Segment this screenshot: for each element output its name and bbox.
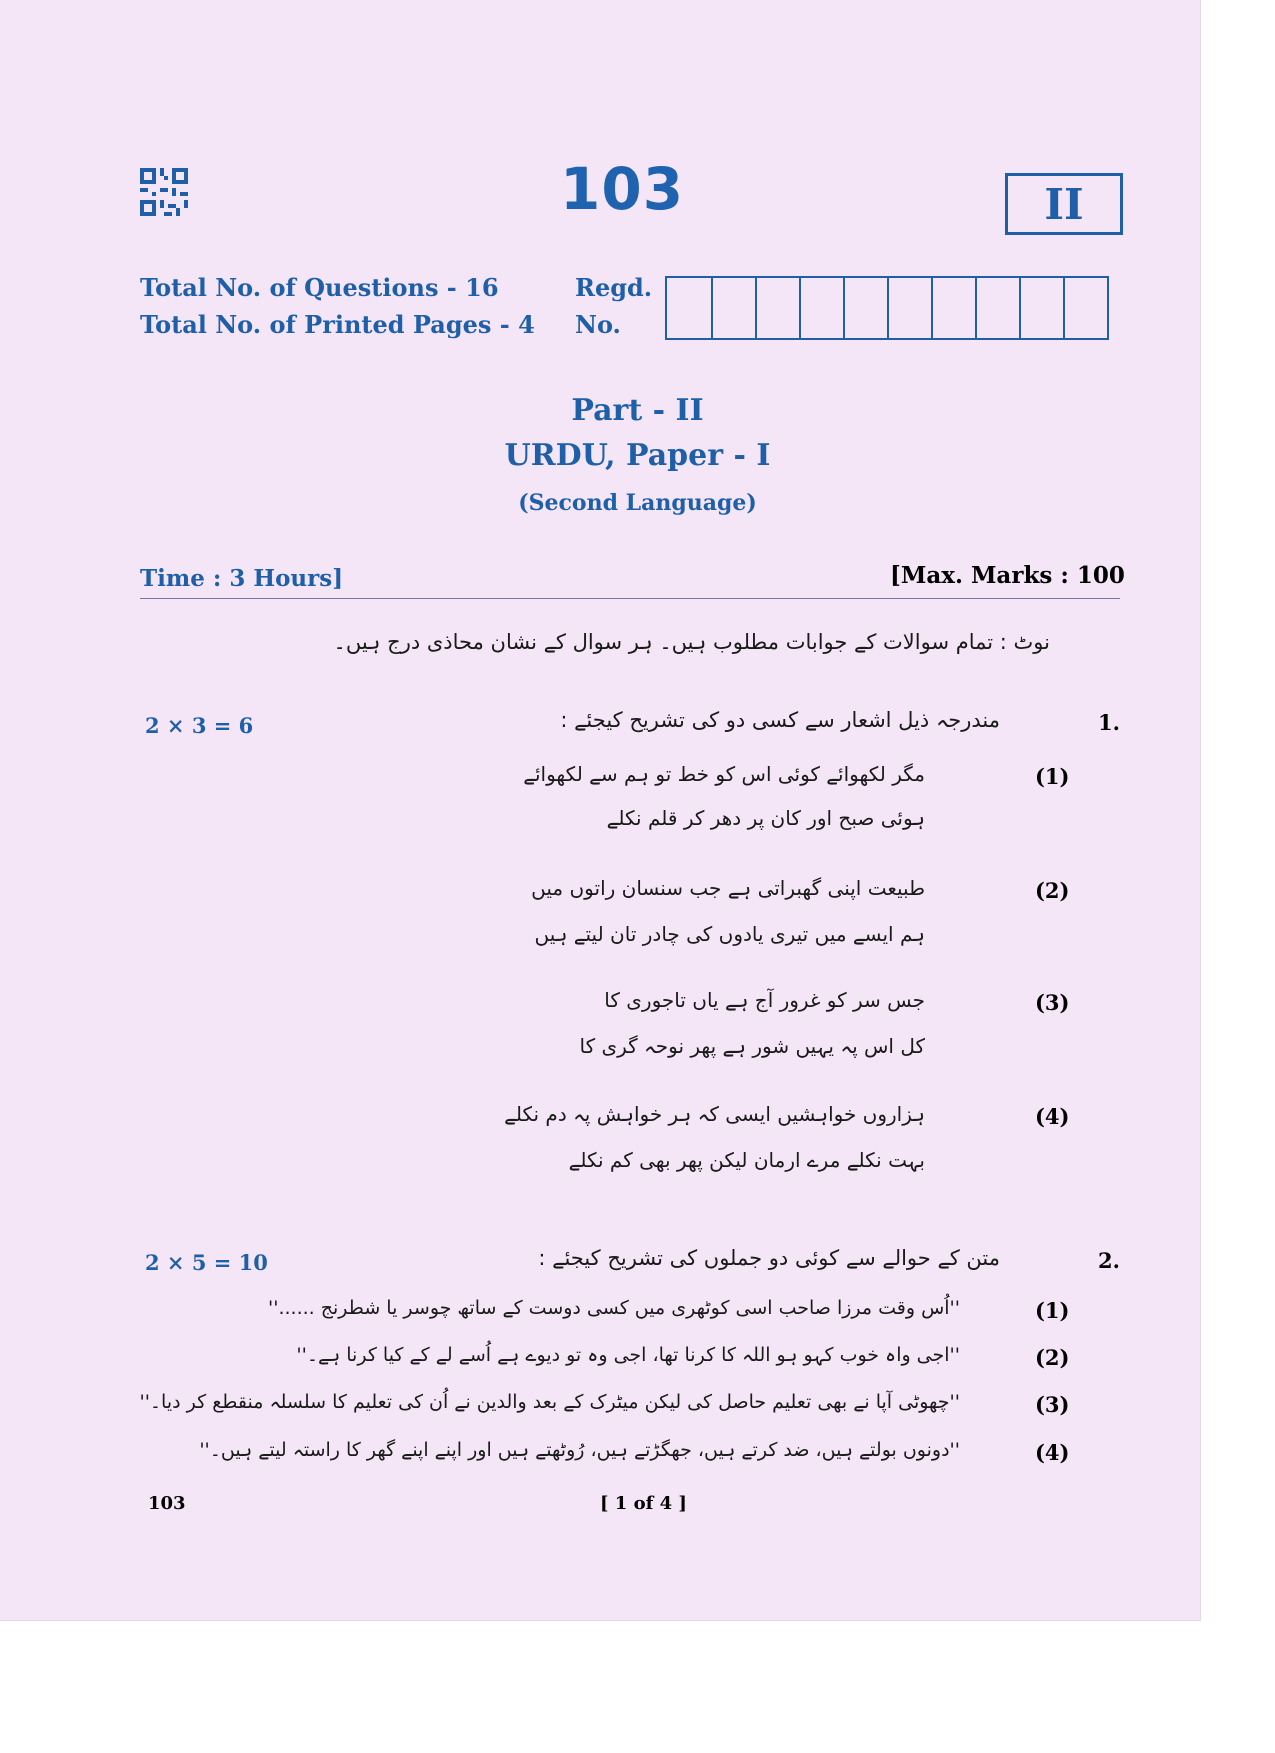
regd-digit-box xyxy=(931,278,975,338)
q2-sentence-4: ''دونوں بولتے ہیں، ضد کرتے ہیں، جھگڑتے ہیں، رُوٹھتے ہیں اور اپنے اپنے گھر کا راستہ لیتے ہیں۔'' xyxy=(199,1439,960,1461)
q1-marks: 2 × 3 = 6 xyxy=(145,713,254,738)
q1-couplet-2-line-1: طبیعت اپنی گھبراتی ہے جب سنسان راتوں میں xyxy=(531,876,925,900)
footer-paper-code: 103 xyxy=(148,1493,186,1514)
registration-number-boxes xyxy=(665,276,1109,340)
instructions-note: نوٹ : تمام سوالات کے جوابات مطلوب ہیں۔ ہر سوال کے نشان محاذی درج ہیں۔ xyxy=(333,630,1050,654)
q1-couplet-3-line-1: جس سر کو غرور آج ہے یاں تاجوری کا xyxy=(604,988,925,1012)
total-questions: Total No. of Questions - 16 xyxy=(140,273,499,302)
regd-digit-box xyxy=(887,278,931,338)
q1-couplet-1-line-2: ہوئی صبح اور کان پر دھر کر قلم نکلے xyxy=(606,806,925,830)
q1-couplet-4-line-2: بہت نکلے مرے ارمان لیکن پھر بھی کم نکلے xyxy=(568,1148,925,1172)
q2-sentence-1-number: (1) xyxy=(1035,1298,1070,1323)
q2-marks: 2 × 5 = 10 xyxy=(145,1250,268,1275)
q1-couplet-4-number: (4) xyxy=(1035,1104,1070,1129)
page-number: [ 1 of 4 ] xyxy=(600,1493,687,1514)
q2-sentence-3: ''چھوٹی آپا نے بھی تعلیم حاصل کی لیکن میٹرک کے بعد والدین نے اُن کی تعلیم کا سلسلہ منقطع کر دیا۔'' xyxy=(139,1391,960,1413)
q1-couplet-4-line-1: ہزاروں خواہشیں ایسی کہ ہر خواہش پہ دم نکلے xyxy=(504,1102,925,1126)
q1-couplet-1-number: (1) xyxy=(1035,764,1070,789)
regd-digit-box xyxy=(1019,278,1063,338)
q2-sentence-2: ''اجی واہ خوب کہو ہو اللہ کا کرنا تھا، اجی وہ تو دیوے ہے اُسے لے کے کیا کرنا ہے۔'' xyxy=(296,1344,960,1366)
part-heading: Part - II xyxy=(571,393,704,428)
q1-couplet-2-line-2: ہم ایسے میں تیری یادوں کی چادر تان لیتے ہیں xyxy=(534,922,925,946)
q1-couplet-3-number: (3) xyxy=(1035,990,1070,1015)
regd-digit-box xyxy=(755,278,799,338)
regd-digit-box xyxy=(711,278,755,338)
q2-sentence-1: ''اُس وقت مرزا صاحب اسی کوٹھری میں کسی دوست کے ساتھ چوسر یا شطرنج ......'' xyxy=(268,1297,960,1319)
q1-heading: مندرجہ ذیل اشعار سے کسی دو کی تشریح کیجئے : xyxy=(560,708,1000,732)
regd-digit-box xyxy=(843,278,887,338)
subject-heading: URDU, Paper - I xyxy=(504,438,771,473)
divider xyxy=(140,598,1120,599)
regd-no-label: No. xyxy=(575,310,621,339)
qr-code-icon xyxy=(140,168,188,216)
max-marks: [Max. Marks : 100 xyxy=(890,562,1125,589)
regd-digit-box xyxy=(975,278,1019,338)
total-printed-pages: Total No. of Printed Pages - 4 xyxy=(140,310,535,339)
q1-couplet-3-line-2: کل اس پہ یہیں شور ہے پھر نوحہ گری کا xyxy=(579,1034,925,1058)
q1-couplet-1-line-1: مگر لکھوائے کوئی اس کو خط تو ہم سے لکھوائے xyxy=(523,762,925,786)
q2-sentence-3-number: (3) xyxy=(1035,1392,1070,1417)
q1-number: 1. xyxy=(1098,710,1120,735)
q2-sentence-4-number: (4) xyxy=(1035,1440,1070,1465)
regd-digit-box xyxy=(799,278,843,338)
regd-digit-box xyxy=(1063,278,1107,338)
language-subheading: (Second Language) xyxy=(518,490,757,516)
q1-couplet-2-number: (2) xyxy=(1035,878,1070,903)
set-number-badge: II xyxy=(1005,173,1123,235)
q2-sentence-2-number: (2) xyxy=(1035,1345,1070,1370)
q2-heading: متن کے حوالے سے کوئی دو جملوں کی تشریح کیجئے : xyxy=(538,1246,1000,1270)
paper-code: 103 xyxy=(560,155,685,223)
regd-label: Regd. xyxy=(575,273,653,302)
time-allowed: Time : 3 Hours] xyxy=(140,565,344,592)
q2-number: 2. xyxy=(1098,1248,1120,1273)
regd-digit-box xyxy=(667,278,711,338)
